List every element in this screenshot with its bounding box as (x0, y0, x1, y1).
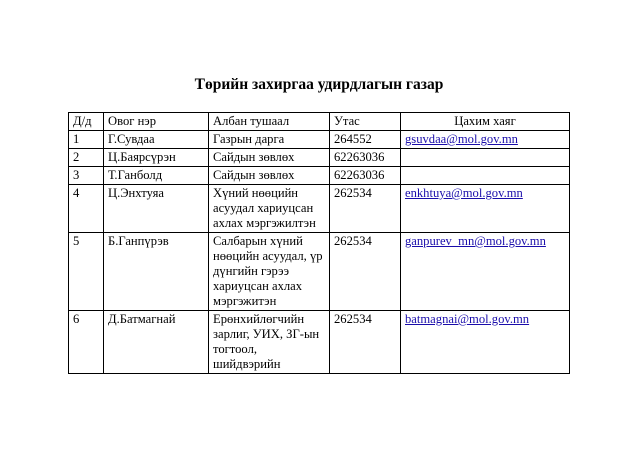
cell-position: Салбарын хүний нөөцийн асуудал, үр дүнгийн гэрээ хариуцсан ахлах мэргэжитэн (209, 233, 330, 311)
cell-name: Б.Ганпүрэв (104, 233, 209, 311)
cell-phone: 262534 (330, 233, 401, 311)
table-row (69, 185, 570, 233)
email-link[interactable]: ganpurev_mn@mol.gov.mn (405, 234, 546, 248)
table-header-row (69, 113, 570, 131)
cell-number: 3 (69, 167, 104, 185)
table-row (69, 149, 570, 167)
cell-email (401, 149, 570, 167)
cell-number: 6 (69, 311, 104, 374)
email-link[interactable]: gsuvdaa@mol.gov.mn (405, 132, 518, 146)
cell-name: Г.Сувдаа (104, 131, 209, 149)
cell-position: Газрын дарга (209, 131, 330, 149)
email-link[interactable]: batmagnai@mol.gov.mn (405, 312, 530, 326)
cell-name: Т.Ганболд (104, 167, 209, 185)
cell-position: Сайдын зөвлөх (209, 167, 330, 185)
cell-email (401, 233, 570, 311)
cell-name: Ц.Баярсүрэн (104, 149, 209, 167)
cell-position: Ерөнхийлөгчийн зарлиг, УИХ, ЗГ-ын тогтоол, шийдвэрийн (209, 311, 330, 374)
header-phone: Утас (330, 113, 401, 131)
cell-phone: 264552 (330, 131, 401, 149)
email-link[interactable]: enkhtuya@mol.gov.mn (405, 186, 523, 200)
cell-email (401, 185, 570, 233)
cell-phone: 262534 (330, 185, 401, 233)
cell-email (401, 131, 570, 149)
cell-name: Д.Батмагнай (104, 311, 209, 374)
table-row (69, 131, 570, 149)
cell-number: 4 (69, 185, 104, 233)
header-position: Албан тушаал (209, 113, 330, 131)
header-name: Овог нэр (104, 113, 209, 131)
cell-email (401, 311, 570, 374)
cell-phone: 262534 (330, 311, 401, 374)
cell-position: Сайдын зөвлөх (209, 149, 330, 167)
cell-name: Ц.Энхтуяа (104, 185, 209, 233)
document-title: Төрийн захиргаа удирдлагын газар (194, 76, 444, 93)
cell-position: Хүний нөөцийн асуудал хариуцсан ахлах мэргэжилтэн (209, 185, 330, 233)
table-row (69, 167, 570, 185)
header-number: Д/д (69, 113, 104, 131)
table-row (69, 311, 570, 374)
staff-table (68, 112, 570, 374)
cell-number: 2 (69, 149, 104, 167)
cell-phone: 62263036 (330, 149, 401, 167)
cell-phone: 62263036 (330, 167, 401, 185)
cell-email (401, 167, 570, 185)
cell-number: 1 (69, 131, 104, 149)
header-email: Цахим хаяг (401, 113, 570, 131)
cell-number: 5 (69, 233, 104, 311)
table-row (69, 233, 570, 311)
